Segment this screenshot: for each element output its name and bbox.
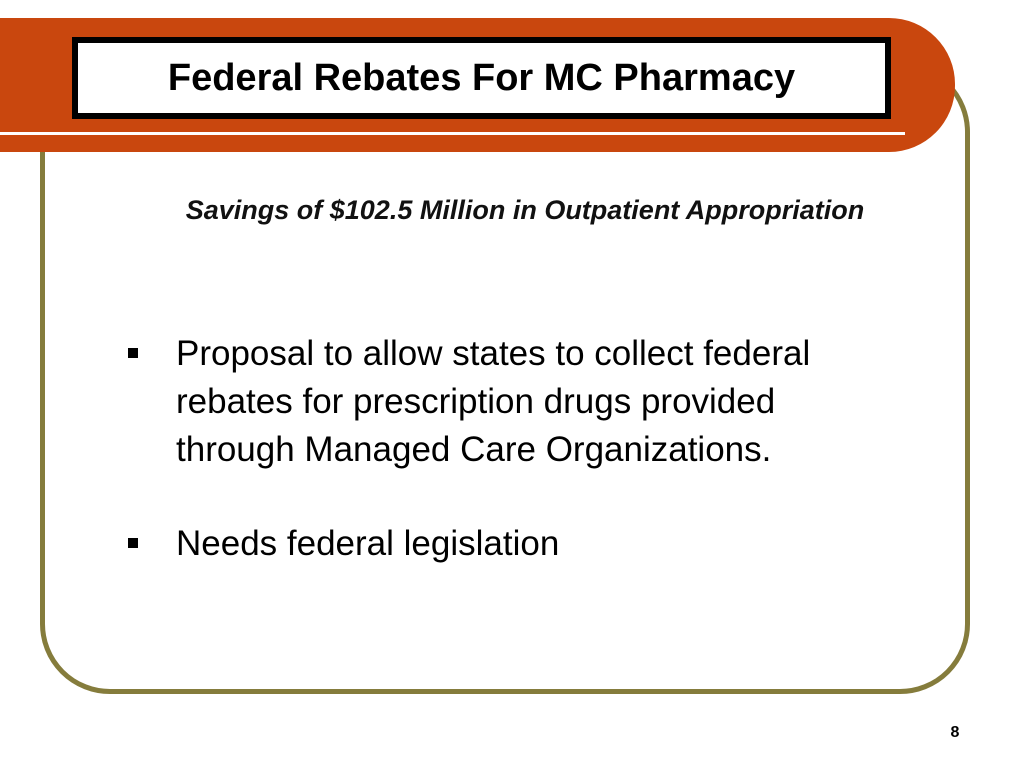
bullet-item (120, 330, 880, 474)
header-divider-line (0, 132, 905, 135)
square-bullet-icon (128, 538, 138, 548)
slide-subtitle: Savings of $102.5 Million in Outpatient Appropriation (185, 195, 865, 225)
bullet-list (120, 330, 880, 614)
page-number: 8 (950, 724, 960, 741)
slide-title: Federal Rebates For MC Pharmacy (167, 56, 796, 99)
square-bullet-icon (128, 348, 138, 358)
bullet-text: Proposal to allow states to collect federal rebates for prescription drugs provided through Managed Care Organizations. (176, 334, 811, 469)
bullet-item (120, 520, 880, 568)
title-box (72, 37, 891, 119)
title-box-inner (78, 43, 885, 113)
bullet-text: Needs federal legislation (176, 524, 560, 563)
